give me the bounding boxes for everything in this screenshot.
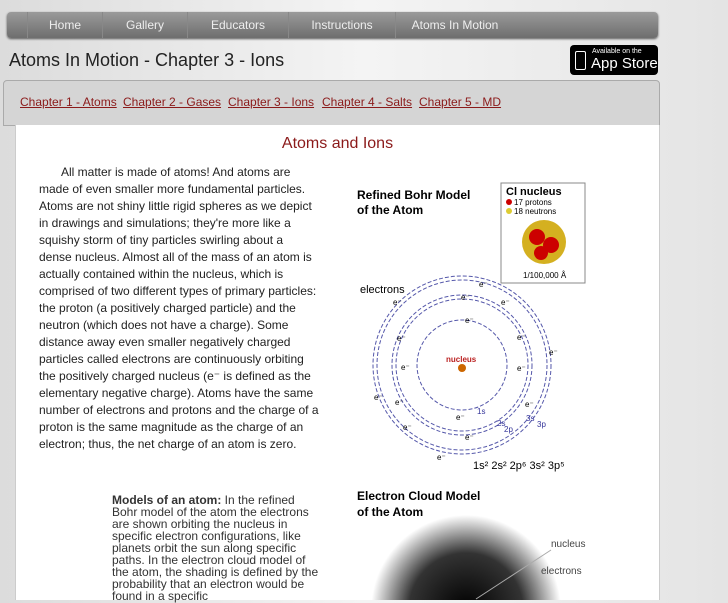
svg-text:e⁻: e⁻ bbox=[403, 423, 412, 432]
shell-labels bbox=[477, 407, 546, 434]
app-store-badge[interactable] bbox=[570, 45, 658, 75]
electrons-label: electrons bbox=[360, 284, 405, 296]
badge-big-text: App Store bbox=[591, 55, 658, 72]
svg-text:2s: 2s bbox=[497, 419, 506, 428]
svg-text:e⁻: e⁻ bbox=[465, 316, 474, 325]
chapter-2-link[interactable]: Chapter 2 - Gases bbox=[123, 95, 222, 109]
bohr-title: Refined Bohr Model bbox=[357, 188, 471, 202]
inset-title: Cl nucleus bbox=[506, 186, 562, 198]
svg-text:e⁻: e⁻ bbox=[517, 333, 526, 342]
svg-text:e⁻: e⁻ bbox=[393, 298, 402, 307]
electron-cloud bbox=[372, 515, 561, 600]
scale-label: 1/100,000 Å bbox=[523, 271, 567, 280]
svg-text:e⁻: e⁻ bbox=[374, 393, 383, 402]
page-title: Atoms In Motion - Chapter 3 - Ions bbox=[9, 50, 285, 70]
chapter-3-link[interactable]: Chapter 3 - Ions bbox=[228, 95, 315, 109]
neutrons-label: 18 neutrons bbox=[514, 207, 557, 216]
svg-text:e⁻: e⁻ bbox=[397, 334, 406, 343]
svg-text:e⁻: e⁻ bbox=[517, 364, 526, 373]
svg-text:e⁻: e⁻ bbox=[437, 453, 446, 462]
nav-instructions[interactable]: Instructions bbox=[289, 12, 396, 38]
svg-text:3p: 3p bbox=[537, 420, 546, 429]
phone-icon bbox=[575, 51, 586, 70]
proton-icon bbox=[506, 199, 512, 205]
nav-home[interactable]: Home bbox=[28, 12, 103, 38]
nav-atoms-in-motion[interactable]: Atoms In Motion bbox=[411, 18, 499, 32]
svg-text:e⁻: e⁻ bbox=[465, 433, 474, 442]
models-paragraph bbox=[112, 494, 320, 602]
svg-text:e⁻: e⁻ bbox=[479, 280, 488, 289]
nucleus-dot bbox=[458, 364, 466, 372]
svg-text:e⁻: e⁻ bbox=[461, 293, 470, 302]
nav-edge bbox=[7, 12, 28, 38]
chapter-5-link[interactable]: Chapter 5 - MD bbox=[419, 95, 502, 109]
intro-paragraph: All matter is made of atoms! And atoms are made of even smaller more fundamental particles. Atoms are not shiny little rigid spheres as we depict in drawings and simulations; they're more like a squishy storm of tiny particles swirling about a dense nucleus. Almost all of the mass of an atom is actually contained within the nucleus, which is comprised of two different types of primary particles: the proton (a positively charged particle) and the neutron (which does not have a charge). Some distance away even smaller negatively charged particles called electrons are continuously orbiting the positively charged nucleus (e⁻ is defined as the elementary negative charge). Atoms have the same number of electrons and protons and the charge of a proton is the same magnitude as the charge of an electron; thus, the net charge of an atom is zero. bbox=[39, 165, 319, 451]
chapter-nav bbox=[3, 80, 660, 126]
badge-small-text: Available on the bbox=[592, 48, 642, 55]
cloud-title: Electron Cloud Model bbox=[357, 489, 481, 503]
cloud-title-2: of the Atom bbox=[357, 505, 424, 519]
chapter-1-link[interactable]: Chapter 1 - Atoms bbox=[20, 95, 117, 109]
svg-text:2p: 2p bbox=[504, 425, 513, 434]
cloud-electrons-label: electrons bbox=[541, 566, 582, 577]
electron-config: 1s² 2s² 2p⁶ 3s² 3p⁵ bbox=[473, 460, 565, 472]
models-text: In the refined Bohr model of the atom the electrons are shown orbiting the nucleus in specific electron configurations, like planets orbit the sun along specific paths. In the electron cloud model of the atom, the shading is defined by the probability that an electron would be found in a specific bbox=[112, 493, 319, 603]
svg-text:1s: 1s bbox=[477, 407, 486, 416]
svg-text:e⁻: e⁻ bbox=[525, 400, 534, 409]
main-nav bbox=[7, 12, 658, 38]
protons-label: 17 protons bbox=[514, 198, 552, 207]
svg-text:3s: 3s bbox=[526, 414, 535, 423]
nav-gallery[interactable]: Gallery bbox=[103, 12, 188, 38]
bohr-diagram bbox=[341, 175, 641, 600]
cloud-nucleus-label: nucleus bbox=[551, 539, 586, 550]
content-panel bbox=[15, 125, 660, 603]
neutron-icon bbox=[506, 208, 512, 214]
svg-text:e⁻: e⁻ bbox=[501, 298, 510, 307]
svg-text:e⁻: e⁻ bbox=[395, 398, 404, 407]
nav-educators[interactable]: Educators bbox=[188, 12, 289, 38]
nucleus-label: nucleus bbox=[446, 355, 477, 364]
svg-text:e⁻: e⁻ bbox=[456, 413, 465, 422]
chapter-4-link[interactable]: Chapter 4 - Salts bbox=[322, 95, 413, 109]
models-label: Models of an atom: bbox=[112, 493, 222, 507]
section-heading: Atoms and Ions bbox=[281, 135, 394, 152]
svg-text:e⁻: e⁻ bbox=[549, 348, 558, 357]
svg-text:e⁻: e⁻ bbox=[401, 363, 410, 372]
bohr-title-2: of the Atom bbox=[357, 203, 424, 217]
